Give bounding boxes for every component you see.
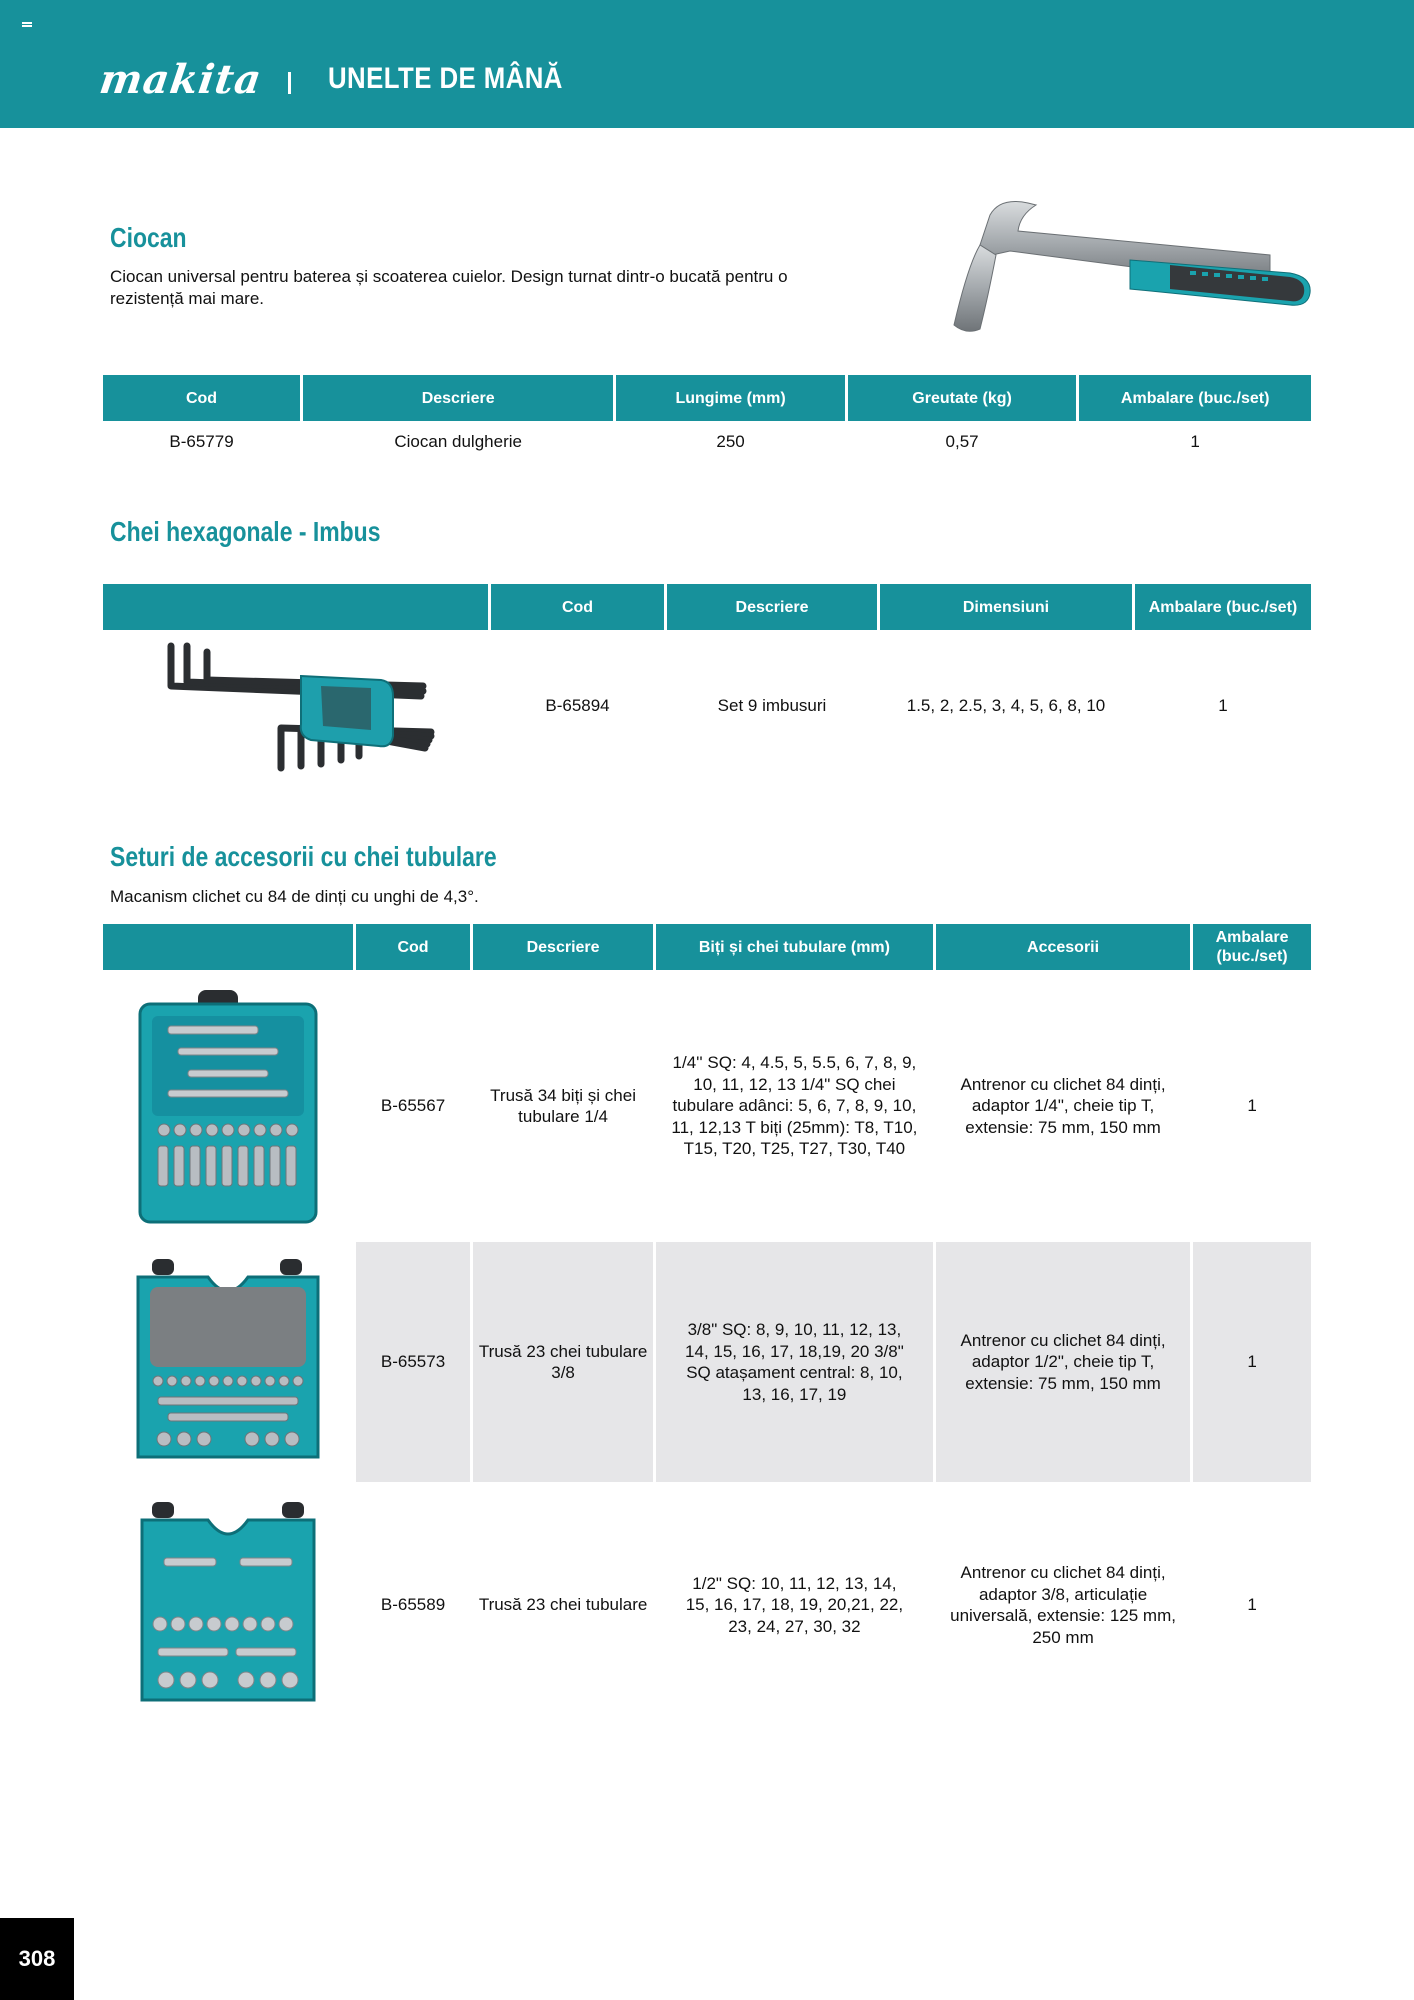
cell-image [103, 1242, 353, 1482]
col-header: Accesorii [936, 924, 1190, 970]
cell-packaging: 1 [1247, 1595, 1257, 1615]
hammer-image [940, 185, 1320, 345]
col-header: Lungime (mm) [616, 375, 845, 421]
cell-packaging: 1 [1193, 1242, 1311, 1482]
section-title-socket-sets: Seturi de accesorii cu chei tubulare [110, 841, 497, 872]
cell-description: Trusă 34 biți și chei tubulare 1/4 [490, 1085, 636, 1126]
hex-table [100, 584, 1314, 782]
cell-accessories: Antrenor cu clichet 84 dinți, adaptor 1/2", cheie tip T, extensie: 75 mm, 150 mm [936, 1242, 1190, 1482]
col-header: Ambalare (buc./set) [1193, 924, 1311, 970]
socket-sets-table [100, 924, 1314, 1728]
header-separator [288, 72, 291, 94]
col-header: Cod [356, 924, 471, 970]
page-title: UNELTE DE MÂNĂ [328, 62, 563, 95]
table-row [103, 1242, 1311, 1482]
col-header: Descriere [303, 375, 613, 421]
cell-accessories: Antrenor cu clichet 84 dinți, adaptor 3/8, articulație universală, extensie: 125 mm, 250 mm [950, 1563, 1176, 1647]
cell-code: B-65779 [169, 432, 234, 452]
cell-code: B-65589 [380, 1595, 446, 1615]
table-header-row [103, 375, 1311, 421]
cell-image [103, 1482, 353, 1728]
socket-sets-description: Macanism clichet cu 84 de dinți cu unghi de 4,3°. [110, 887, 479, 906]
cell-description: Trusă 23 chei tubulare [478, 1595, 648, 1615]
cell-packaging: 1 [1247, 1096, 1257, 1116]
cell-description: Ciocan dulgherie [394, 432, 522, 452]
hex-key-set-image [131, 636, 461, 776]
col-header: Cod [103, 375, 300, 421]
section-title-hammer: Ciocan [110, 222, 187, 253]
col-header-image [103, 584, 488, 630]
cell-bits: 3/8" SQ: 8, 9, 10, 11, 12, 13, 14, 15, 16, 17, 18,19, 20 3/8" SQ atașament central: 8, 10, 13, 16, 17, 19 [656, 1242, 933, 1482]
socket-case-image [128, 1500, 328, 1710]
cell-image [103, 970, 353, 1242]
col-header: Biți și chei tubulare (mm) [656, 924, 933, 970]
cell-packaging: 1 [1190, 432, 1200, 452]
brand-logo: makita [96, 56, 265, 103]
table-row [103, 630, 1311, 782]
cell-length: 250 [716, 432, 745, 452]
cell-packaging: 1 [1218, 696, 1228, 716]
col-header: Cod [491, 584, 664, 630]
col-header: Ambalare (buc./set) [1079, 375, 1311, 421]
table-row [103, 1482, 1311, 1728]
cell-bits: 1/4'' SQ: 4, 4.5, 5, 5.5, 6, 7, 8, 9, 10, 11, 12, 13 1/4" SQ chei tubulare adânci: 5, 6, 7, 8, 9, 10, 11, 12,13 T biți (25mm): T8, T10, T15, T20, T25, T27, T30, T40 [671, 1053, 918, 1159]
cell-dimensions: 1.5, 2, 2.5, 3, 4, 5, 6, 8, 10 [906, 696, 1106, 716]
menu-icon[interactable] [22, 22, 32, 29]
col-header: Descriere [667, 584, 877, 630]
cell-bits: 1/2" SQ: 10, 11, 12, 13, 14, 15, 16, 17, 18, 19, 20,21, 22, 23, 24, 27, 30, 32 [685, 1573, 904, 1636]
cell-description: Set 9 imbusuri [717, 696, 827, 716]
page-header [0, 0, 1414, 128]
cell-accessories: Antrenor cu clichet 84 dinți, adaptor 1/4", cheie tip T, extensie: 75 mm, 150 mm [960, 1074, 1166, 1137]
table-row [103, 421, 1311, 463]
col-header: Ambalare (buc./set) [1135, 584, 1311, 630]
socket-case-image [128, 986, 328, 1226]
cell-code: B-65567 [380, 1096, 446, 1116]
col-header-image [103, 924, 353, 970]
section-title-hex-keys: Chei hexagonale - Imbus [110, 516, 381, 547]
table-header-row [103, 924, 1311, 970]
hammer-table [100, 375, 1314, 463]
cell-code: B-65573 [356, 1242, 471, 1482]
page-number: 308 [0, 1918, 74, 2000]
table-header-row [103, 584, 1311, 630]
col-header: Descriere [473, 924, 652, 970]
cell-image [103, 630, 488, 782]
cell-weight: 0,57 [945, 432, 979, 452]
col-header: Greutate (kg) [848, 375, 1077, 421]
col-header: Dimensiuni [880, 584, 1132, 630]
cell-code: B-65894 [545, 696, 610, 716]
hammer-description: Ciocan universal pentru baterea și scoaterea cuielor. Design turnat dintr-o bucată pentru o rezistență mai mare. [110, 267, 788, 308]
table-row [103, 970, 1311, 1242]
cell-description: Trusă 23 chei tubulare 3/8 [473, 1242, 652, 1482]
socket-case-image [128, 1257, 328, 1467]
